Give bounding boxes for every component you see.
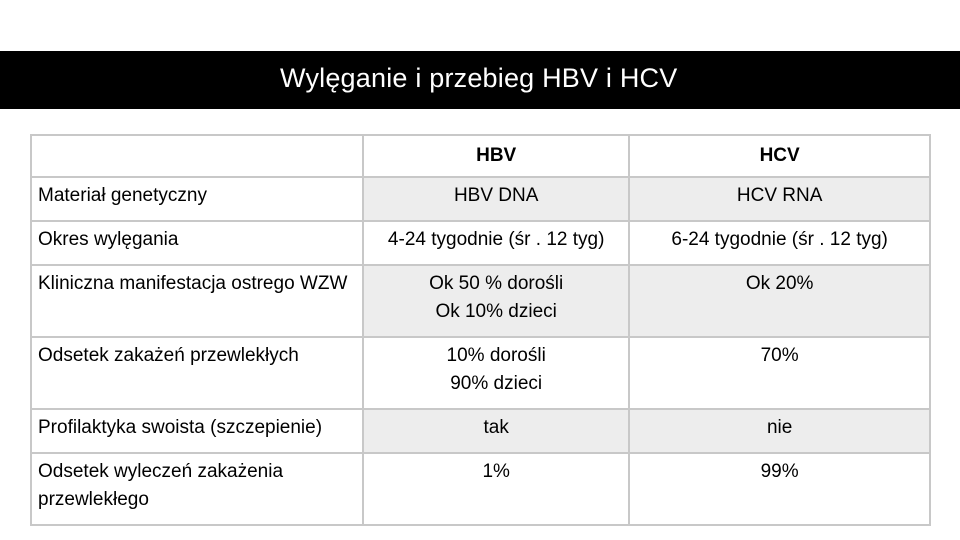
- hcv-cell: [629, 337, 930, 409]
- table-header-row: [31, 135, 930, 177]
- hbv-cell: [363, 221, 629, 265]
- hbv-cell: [363, 409, 629, 453]
- hcv-cell: [629, 453, 930, 525]
- table-row: [31, 337, 930, 409]
- table-row: [31, 177, 930, 221]
- cell-value: Ok 50 % dorośli: [429, 273, 564, 294]
- comparison-table: [30, 134, 931, 526]
- hcv-cell: [629, 265, 930, 337]
- hcv-cell: [629, 409, 930, 453]
- table-row: [31, 221, 930, 265]
- title-bar: [0, 51, 960, 109]
- row-label: Materiał genetyczny: [31, 177, 363, 221]
- cell-value: 70%: [760, 345, 799, 366]
- cell-value: Ok 20%: [745, 273, 814, 294]
- row-label: Odsetek zakażeń przewlekłych: [31, 337, 363, 409]
- header-hbv: HBV: [363, 135, 629, 177]
- hbv-cell: [363, 337, 629, 409]
- cell-value: HCV RNA: [736, 185, 823, 206]
- cell-value: 6-24 tygodnie (śr . 12 tyg): [671, 229, 888, 250]
- cell-value: 10% dorośli: [446, 345, 546, 366]
- hbv-cell: [363, 177, 629, 221]
- table-row: [31, 265, 930, 337]
- row-label: Odsetek wyleczeń zakażenia przewlekłego: [31, 453, 363, 525]
- cell-value: 1%: [482, 461, 510, 482]
- hcv-cell: [629, 221, 930, 265]
- header-hcv: HCV: [629, 135, 930, 177]
- table-row: [31, 453, 930, 525]
- table-row: [31, 409, 930, 453]
- hbv-cell: [363, 453, 629, 525]
- row-label: Okres wylęgania: [31, 221, 363, 265]
- hcv-cell: [629, 177, 930, 221]
- cell-value: 99%: [760, 461, 799, 482]
- cell-value: 4-24 tygodnie (śr . 12 tyg): [387, 229, 605, 250]
- header-empty-cell: [31, 135, 363, 177]
- row-label: Profilaktyka swoista (szczepienie): [31, 409, 363, 453]
- cell-value: nie: [766, 417, 793, 438]
- cell-value: HBV DNA: [453, 185, 539, 206]
- hbv-cell: [363, 265, 629, 337]
- cell-value: 90% dzieci: [450, 372, 543, 394]
- row-label: Kliniczna manifestacja ostrego WZW: [31, 265, 363, 337]
- cell-value: Ok 10% dzieci: [435, 300, 557, 322]
- cell-value: tak: [483, 417, 509, 438]
- slide-title: Wylęganie i przebieg HBV i HCV: [280, 63, 678, 93]
